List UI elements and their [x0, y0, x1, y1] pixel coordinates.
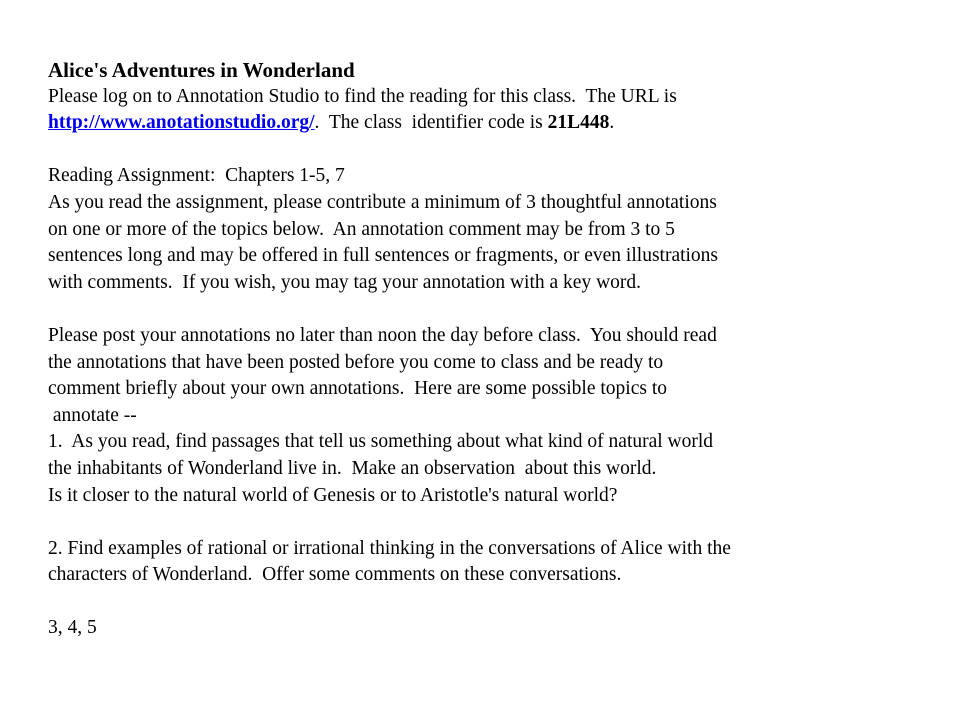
topic-2-line: 2. Find examples of rational or irrational thinking in the conversations of Alice with the — [48, 537, 731, 559]
topic-more: 3, 4, 5 — [48, 617, 97, 639]
intro-after-url: . The class identifier code is — [314, 112, 548, 134]
topic-1-line: the inhabitants of Wonderland live in. Make an observation about this world. — [48, 457, 657, 479]
spacer — [48, 137, 948, 164]
slide-body — [48, 57, 948, 642]
spacer — [48, 509, 948, 536]
page-title: Alice's Adventures in Wonderland — [48, 58, 355, 82]
assignment-line: with comments. If you wish, you may tag your annotation with a key word. — [48, 271, 642, 293]
posting-line: annotate -- — [48, 404, 137, 426]
class-code: 21L448 — [547, 112, 610, 134]
assignment-line: sentences long and may be offered in full sentences or fragments, or even illustrations — [48, 245, 719, 267]
posting-line: the annotations that have been posted before you come to class and be ready to — [48, 351, 664, 373]
posting-line: comment briefly about your own annotations. Here are some possible topics to — [48, 378, 667, 400]
assignment-heading: Reading Assignment: Chapters 1-5, 7 — [48, 165, 345, 187]
intro-end-period: . — [609, 112, 615, 134]
intro-line-2 — [48, 110, 948, 137]
annotation-studio-link[interactable]: http://www.anotationstudio.org/ — [48, 112, 315, 134]
topic-2-line: characters of Wonderland. Offer some comments on these conversations. — [48, 564, 622, 586]
posting-line: Please post your annotations no later than noon the day before class. You should read — [48, 324, 717, 346]
assignment-line: on one or more of the topics below. An annotation comment may be from 3 to 5 — [48, 218, 675, 240]
spacer — [48, 589, 948, 616]
topic-1-line: Is it closer to the natural world of Genesis or to Aristotle's natural world? — [48, 484, 618, 506]
topic-1-line: 1. As you read, find passages that tell us something about what kind of natural world — [48, 431, 714, 453]
intro-line-1: Please log on to Annotation Studio to find the reading for this class. The URL is — [48, 85, 677, 107]
assignment-line: As you read the assignment, please contribute a minimum of 3 thoughtful annotations — [48, 191, 717, 213]
spacer — [48, 296, 948, 323]
